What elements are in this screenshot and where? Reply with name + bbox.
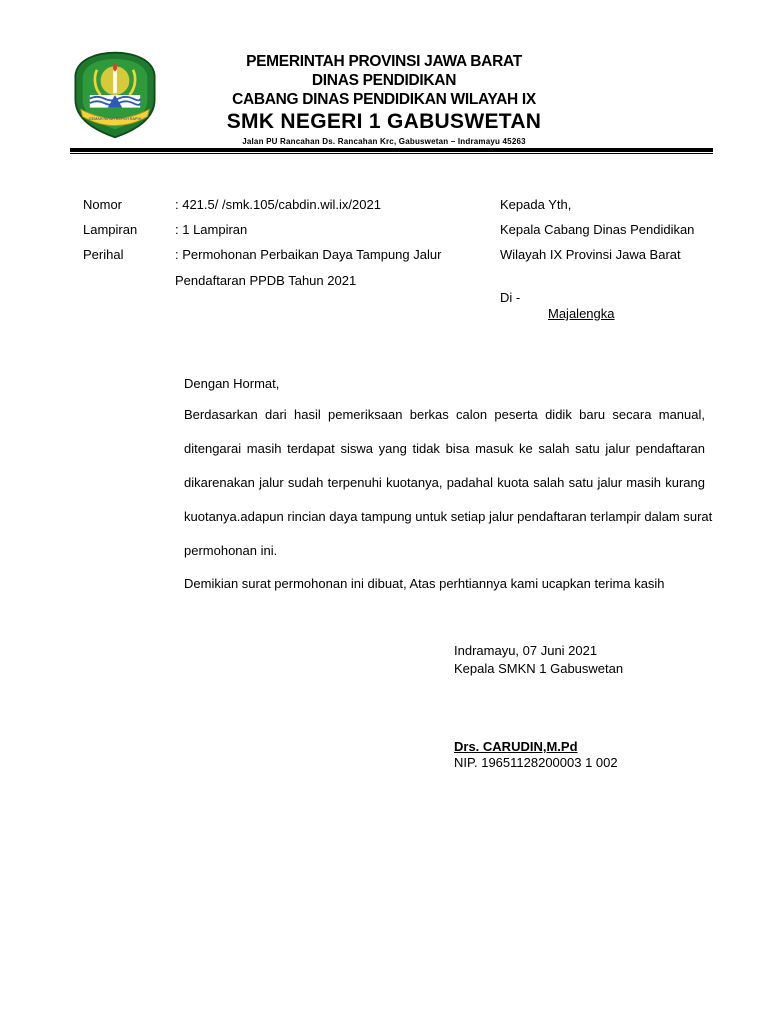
lampiran-value: : 1 Lampiran bbox=[175, 222, 248, 237]
perihal-value-line2: Pendaftaran PPDB Tahun 2021 bbox=[175, 273, 357, 288]
letterhead-government: PEMERINTAH PROVINSI JAWA BARAT bbox=[246, 53, 522, 70]
recipient-title: Kepala Cabang Dinas Pendidikan bbox=[500, 222, 695, 237]
letterhead-thick-rule bbox=[70, 148, 713, 152]
closing-line: Demikian surat permohonan ini dibuat, Atas perhtiannya kami ucapkan terima kasih bbox=[184, 576, 665, 591]
letterhead-address: Jalan PU Rancahan Ds. Rancahan Krc, Gabuswetan – Indramayu 45263 bbox=[242, 137, 526, 146]
perihal-value-line1: : Permohonan Perbaikan Daya Tampung Jalur bbox=[175, 247, 442, 262]
nomor-label: Nomor bbox=[83, 197, 123, 212]
recipient-salutation: Kepada Yth, bbox=[500, 197, 572, 212]
body-line-4: kuotanya.adapun rincian daya tampung untuk setiap jalur pendaftaran terlampir dalam surat bbox=[184, 509, 713, 524]
recipient-region: Wilayah IX Provinsi Jawa Barat bbox=[500, 247, 681, 262]
body-line-5: permohonan ini. bbox=[184, 543, 278, 558]
body-line-2: ditengarai masih terdapat siswa yang tidak bisa masuk ke salah satu jalur pendaftaran bbox=[184, 441, 705, 456]
letterhead-office: DINAS PENDIDIKAN bbox=[311, 72, 457, 89]
letterhead-school-name: SMK NEGERI 1 GABUSWETAN bbox=[226, 110, 542, 133]
letterhead-thin-rule bbox=[70, 153, 713, 154]
signer-nip: NIP. 19651128200003 1 002 bbox=[454, 755, 618, 770]
recipient-city: Majalengka bbox=[548, 306, 615, 321]
svg-text:GEMAH RIPAH REPEH RAPIH: GEMAH RIPAH REPEH RAPIH bbox=[88, 117, 142, 122]
body-line-1: Berdasarkan dari hasil pemeriksaan berkas calon peserta didik baru secara manual, bbox=[184, 407, 705, 422]
signer-position: Kepala SMKN 1 Gabuswetan bbox=[454, 661, 624, 676]
body-line-3: dikarenakan jalur sudah terpenuhi kuotanya, padahal kuota salah satu jalur masih kurang bbox=[184, 475, 705, 490]
lampiran-label: Lampiran bbox=[83, 222, 138, 237]
recipient-di: Di - bbox=[500, 290, 521, 305]
perihal-label: Perihal bbox=[83, 247, 124, 262]
signer-name: Drs. CARUDIN,M.Pd bbox=[454, 739, 578, 754]
place-date: Indramayu, 07 Juni 2021 bbox=[454, 643, 598, 658]
greeting: Dengan Hormat, bbox=[184, 376, 280, 391]
letterhead-branch: CABANG DINAS PENDIDIKAN WILAYAH IX bbox=[232, 91, 536, 108]
nomor-value: : 421.5/ /smk.105/cabdin.wil.ix/2021 bbox=[175, 197, 381, 212]
